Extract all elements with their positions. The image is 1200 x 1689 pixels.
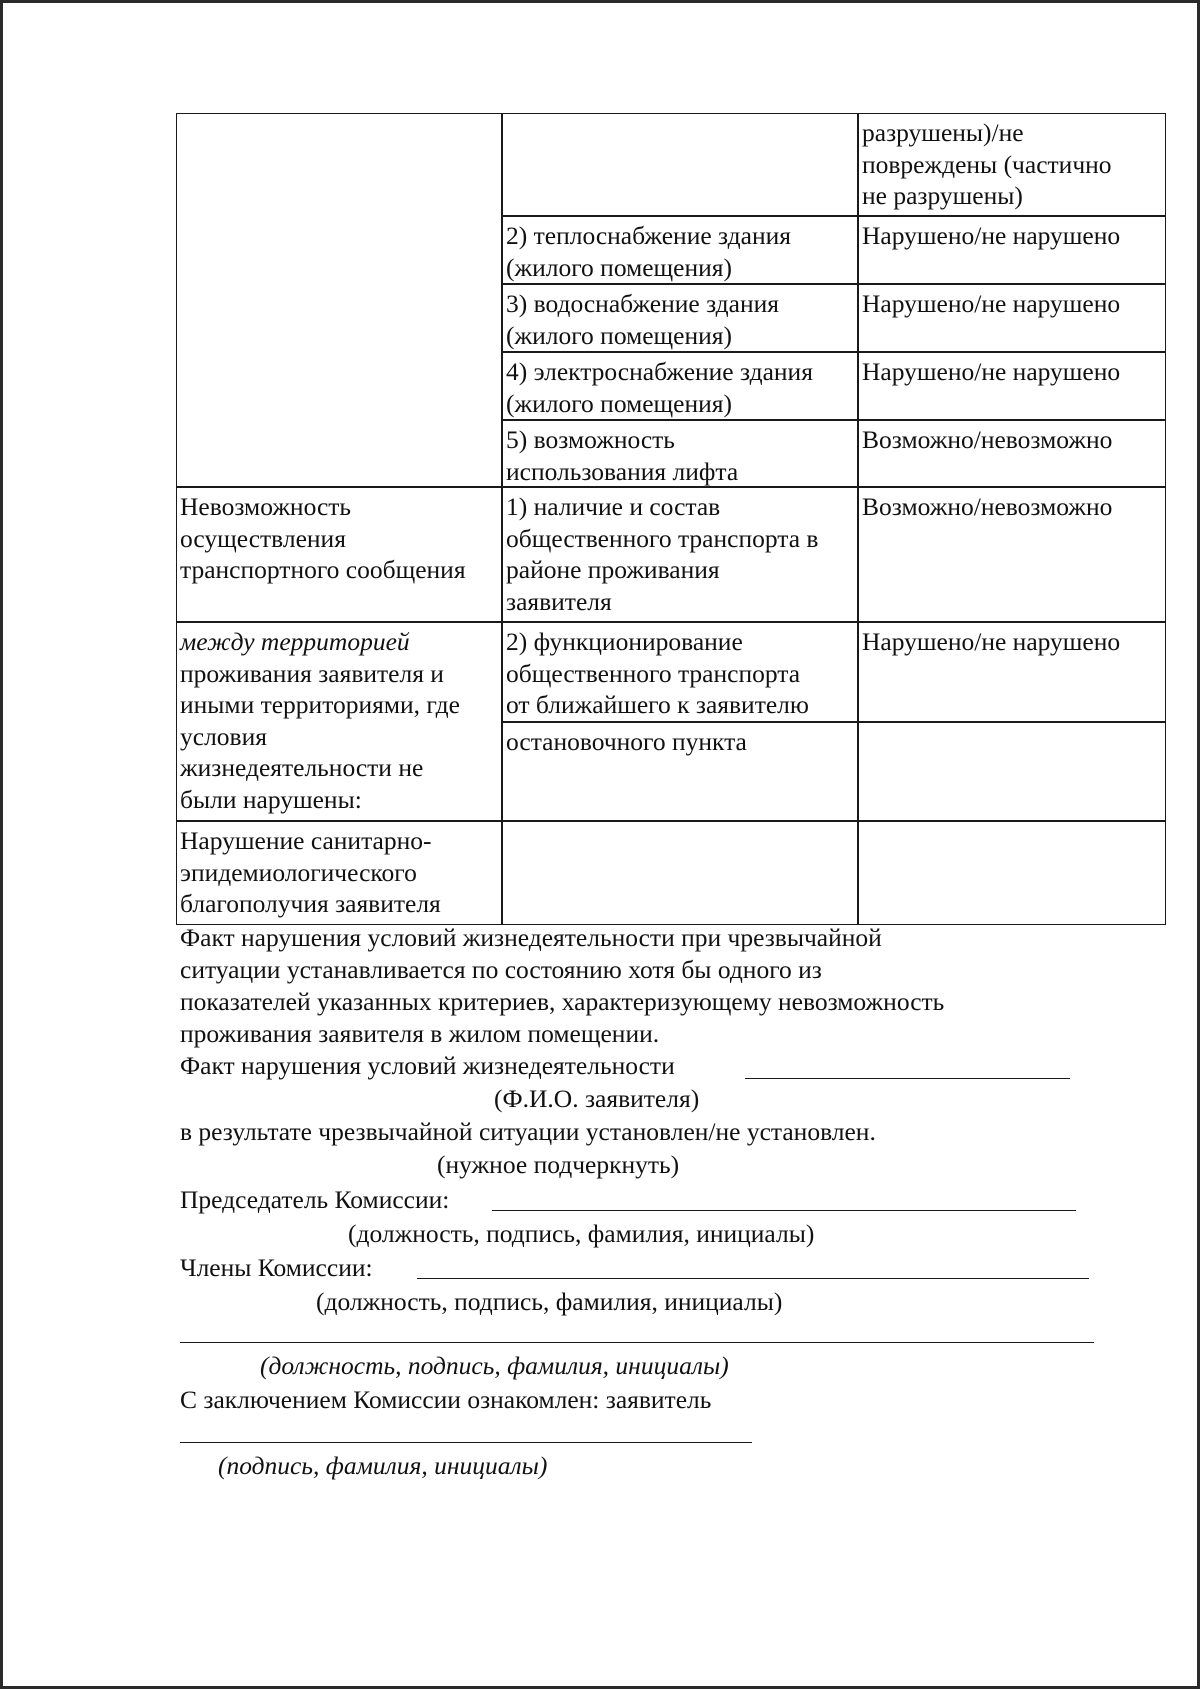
members-label: Члены Комиссии: <box>180 1253 373 1282</box>
table-cell: 2) функционирование общественного транспорта от ближайшего к заявителю <box>502 622 858 722</box>
table-cell-blank <box>176 113 502 487</box>
table-cell: 1) наличие и состав общественного транспорта в районе проживания заявителя <box>502 487 858 622</box>
table-cell: разрушены)/не повреждены (частично не разрушены) <box>858 113 1166 216</box>
fact-result: в результате чрезвычайной ситуации установлен/не установлен. <box>180 1117 876 1146</box>
paragraph-line: ситуации устанавливается по состоянию хотя бы одного из <box>180 955 822 984</box>
table-cell: Нарушение санитарно- эпидемиологического благополучия заявителя <box>176 821 502 925</box>
criteria-table <box>176 113 1166 925</box>
table-cell-blank <box>502 113 858 216</box>
fact-result-hint: (нужное подчеркнуть) <box>437 1150 680 1179</box>
table-cell: 5) возможность использования лифта <box>502 420 858 487</box>
applicant-name-hint: (Ф.И.О. заявителя) <box>494 1084 700 1113</box>
applicant-signature-hint: (подпись, фамилия, инициалы) <box>218 1451 548 1480</box>
members-signature-line-2 <box>180 1342 1094 1343</box>
table-cell: Невозможность осуществления транспортного сообщения <box>176 487 502 622</box>
table-cell: Нарушено/не нарушено <box>858 216 1166 284</box>
members-hint: (должность, подпись, фамилия, инициалы) <box>316 1287 783 1316</box>
applicant-name-line <box>745 1078 1070 1079</box>
table-cell-italic: между территорией <box>180 627 410 656</box>
paragraph-line: Факт нарушения условий жизнедеятельности при чрезвычайной <box>180 923 882 952</box>
table-cell <box>176 622 502 821</box>
table-cell: Нарушено/не нарушено <box>858 352 1166 420</box>
members-hint-2: (должность, подпись, фамилия, инициалы) <box>260 1351 729 1380</box>
table-cell-text: проживания заявителя и иными территориями, где условия жизнедеятельности не были нарушены: <box>180 658 460 814</box>
page-border-top <box>0 0 1200 3</box>
applicant-signature-line <box>180 1442 752 1443</box>
table-cell: остановочного пункта <box>502 722 858 821</box>
chairman-signature-line <box>492 1210 1076 1211</box>
table-cell-blank <box>502 821 858 925</box>
table-cell-blank <box>858 821 1166 925</box>
chairman-label: Председатель Комиссии: <box>180 1185 450 1214</box>
table-cell: Возможно/невозможно <box>858 487 1166 622</box>
paragraph-line: проживания заявителя в жилом помещении. <box>180 1019 660 1048</box>
table-cell: Возможно/невозможно <box>858 420 1166 487</box>
table-cell: Нарушено/не нарушено <box>858 622 1166 722</box>
table-cell: 3) водоснабжение здания (жилого помещения) <box>502 284 858 352</box>
table-cell-blank <box>858 722 1166 821</box>
fact-label: Факт нарушения условий жизнедеятельности <box>180 1051 675 1080</box>
chairman-hint: (должность, подпись, фамилия, инициалы) <box>348 1219 815 1248</box>
members-signature-line <box>417 1278 1089 1279</box>
table-cell: Нарушено/не нарушено <box>858 284 1166 352</box>
paragraph-line: показателей указанных критериев, характеризующему невозможность <box>180 987 945 1016</box>
table-cell: 4) электроснабжение здания (жилого помещения) <box>502 352 858 420</box>
table-cell: 2) теплоснабжение здания (жилого помещения) <box>502 216 858 284</box>
acquainted-label: С заключением Комиссии ознакомлен: заявитель <box>180 1385 712 1414</box>
